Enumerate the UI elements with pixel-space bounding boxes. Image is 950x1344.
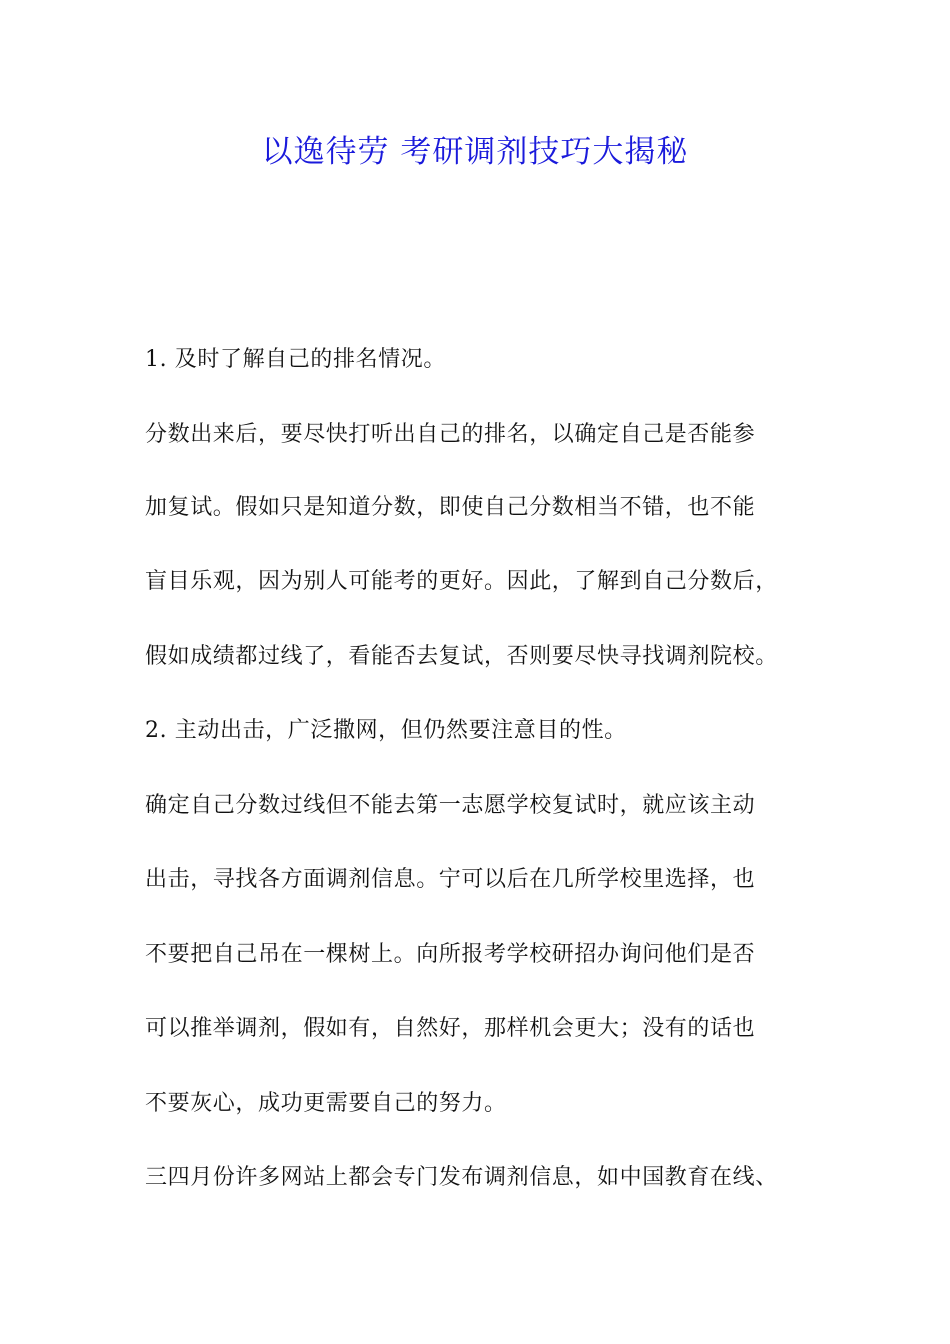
paragraph-line: 盲目乐观，因为别人可能考的更好。因此，了解到自己分数后，	[145, 569, 778, 594]
document-title: 以逸待劳 考研调剂技巧大揭秘	[261, 134, 689, 170]
paragraph-line: 分数出来后，要尽快打听出自己的排名，以确定自己是否能参	[145, 422, 756, 447]
paragraph-line: 确定自己分数过线但不能去第一志愿学校复试时，就应该主动	[145, 793, 756, 818]
paragraph-line: 加复试。假如只是知道分数，即使自己分数相当不错，也不能	[145, 495, 756, 520]
paragraph-line-heading-2: 2. 主动出击，广泛撒网，但仍然要注意目的性。	[145, 718, 627, 743]
paragraph-line: 假如成绩都过线了，看能否去复试，否则要尽快寻找调剂院校。	[145, 644, 778, 669]
paragraph-line: 不要把自己吊在一棵树上。向所报考学校研招办询问他们是否	[145, 942, 756, 967]
paragraph-line: 不要灰心，成功更需要自己的努力。	[145, 1091, 507, 1116]
paragraph-line: 出击，寻找各方面调剂信息。宁可以后在几所学校里选择，也	[145, 867, 756, 892]
paragraph-line: 可以推举调剂，假如有，自然好，那样机会更大；没有的话也	[145, 1016, 756, 1041]
paragraph-line-heading-1: 1. 及时了解自己的排名情况。	[145, 347, 446, 372]
paragraph-line: 三四月份许多网站上都会专门发布调剂信息，如中国教育在线、	[145, 1165, 778, 1190]
